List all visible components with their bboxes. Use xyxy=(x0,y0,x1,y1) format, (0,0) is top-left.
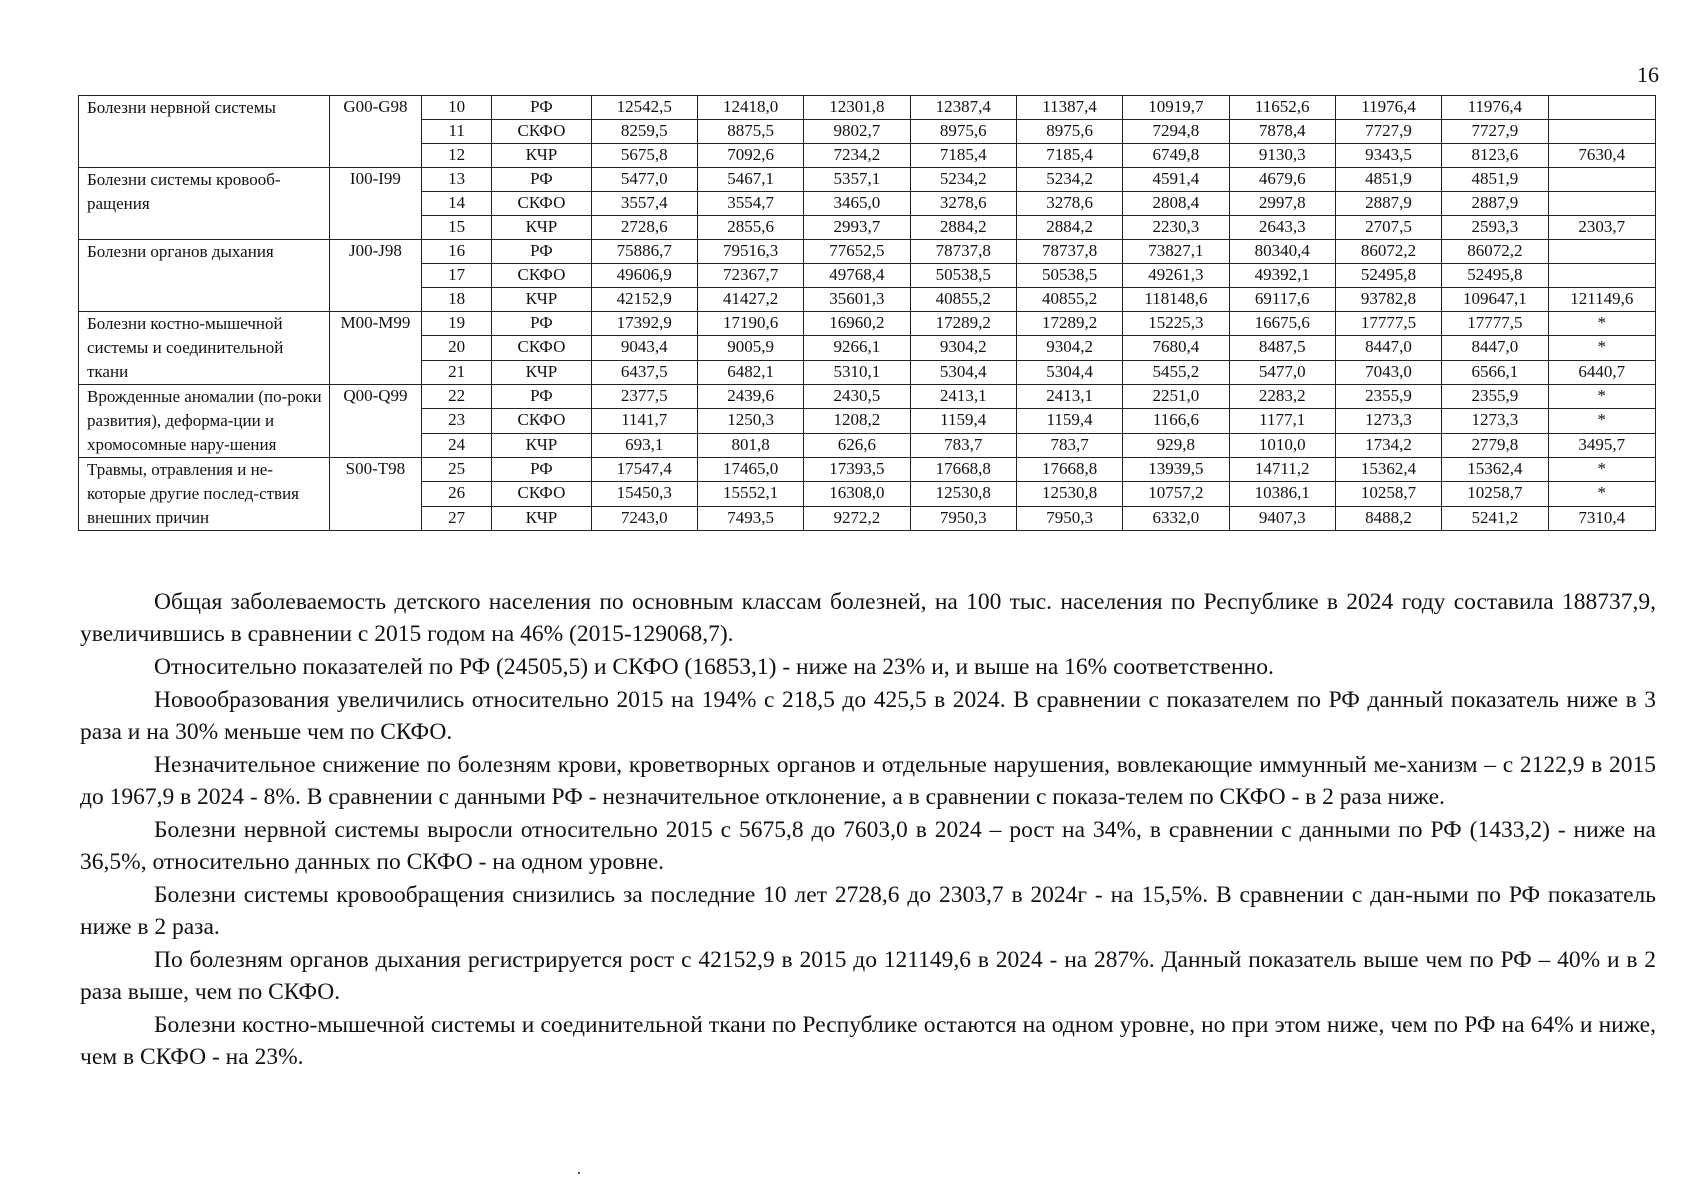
value-cell: 2884,2 xyxy=(1016,216,1122,240)
row-number-cell: 21 xyxy=(422,360,492,384)
table-row xyxy=(79,458,1656,482)
body-paragraph: Болезни системы кровообращения снизились за последние 10 лет 2728,6 до 2303,7 в 2024г - на 15,5%. В сравнении с дан-ными по РФ показатель ниже в 2 раза. xyxy=(80,882,1656,940)
value-cell: 49392,1 xyxy=(1229,264,1335,288)
value-cell: 10757,2 xyxy=(1123,482,1229,506)
region-cell: КЧР xyxy=(492,433,591,457)
value-cell: 73827,1 xyxy=(1123,240,1229,264)
value-cell: 11652,6 xyxy=(1229,96,1335,120)
value-cell: 2779,8 xyxy=(1442,433,1548,457)
value-cell: 8875,5 xyxy=(697,120,803,144)
table-row xyxy=(79,312,1656,336)
value-cell: 118148,6 xyxy=(1123,288,1229,312)
value-cell: 3465,0 xyxy=(804,192,910,216)
value-cell: 2413,1 xyxy=(1016,385,1122,409)
value-cell: 8975,6 xyxy=(910,120,1016,144)
value-cell: 50538,5 xyxy=(910,264,1016,288)
value-cell: 2643,3 xyxy=(1229,216,1335,240)
disease-class-cell: Болезни нервной системы xyxy=(79,96,330,168)
region-cell: РФ xyxy=(492,385,591,409)
region-cell: СКФО xyxy=(492,336,591,360)
value-cell: 17190,6 xyxy=(697,312,803,336)
disease-class-cell: Травмы, отравления и не-которые другие послед-ствия внешних причин xyxy=(79,458,330,531)
value-cell: 75886,7 xyxy=(591,240,697,264)
value-cell: 626,6 xyxy=(804,433,910,457)
value-cell: 8123,6 xyxy=(1442,144,1548,168)
value-cell xyxy=(1548,168,1655,192)
value-cell: 79516,3 xyxy=(697,240,803,264)
value-cell: 7878,4 xyxy=(1229,120,1335,144)
value-cell: 6332,0 xyxy=(1123,506,1229,530)
value-cell: 15552,1 xyxy=(697,482,803,506)
value-cell: 16675,6 xyxy=(1229,312,1335,336)
value-cell: 78737,8 xyxy=(1016,240,1122,264)
value-cell: 5357,1 xyxy=(804,168,910,192)
value-cell: 7243,0 xyxy=(591,506,697,530)
value-cell: 86072,2 xyxy=(1335,240,1441,264)
row-number-cell: 11 xyxy=(422,120,492,144)
value-cell: 3554,7 xyxy=(697,192,803,216)
value-cell: 8447,0 xyxy=(1335,336,1441,360)
value-cell: 17465,0 xyxy=(697,458,803,482)
region-cell: КЧР xyxy=(492,506,591,530)
region-cell: КЧР xyxy=(492,216,591,240)
value-cell: 52495,8 xyxy=(1335,264,1441,288)
value-cell: 3278,6 xyxy=(1016,192,1122,216)
value-cell: 2997,8 xyxy=(1229,192,1335,216)
value-cell: 10919,7 xyxy=(1123,96,1229,120)
value-cell: 9043,4 xyxy=(591,336,697,360)
row-number-cell: 17 xyxy=(422,264,492,288)
value-cell: * xyxy=(1548,312,1655,336)
value-cell: 7727,9 xyxy=(1335,120,1441,144)
row-number-cell: 26 xyxy=(422,482,492,506)
value-cell: 6482,1 xyxy=(697,360,803,384)
value-cell xyxy=(1548,120,1655,144)
value-cell: 783,7 xyxy=(1016,433,1122,457)
value-cell: 15362,4 xyxy=(1442,458,1548,482)
morbidity-table-container xyxy=(78,95,1656,531)
value-cell: 2887,9 xyxy=(1442,192,1548,216)
value-cell: 5675,8 xyxy=(591,144,697,168)
value-cell: 7727,9 xyxy=(1442,120,1548,144)
value-cell: 17668,8 xyxy=(910,458,1016,482)
value-cell: 69117,6 xyxy=(1229,288,1335,312)
value-cell: 929,8 xyxy=(1123,433,1229,457)
value-cell: 9343,5 xyxy=(1335,144,1441,168)
value-cell: 2303,7 xyxy=(1548,216,1655,240)
disease-class-cell: Болезни костно-мышечной системы и соединительной ткани xyxy=(79,312,330,385)
value-cell: 1159,4 xyxy=(1016,409,1122,433)
value-cell: 4851,9 xyxy=(1442,168,1548,192)
value-cell: 2593,3 xyxy=(1442,216,1548,240)
value-cell: 17547,4 xyxy=(591,458,697,482)
value-cell: 15362,4 xyxy=(1335,458,1441,482)
row-number-cell: 15 xyxy=(422,216,492,240)
value-cell: 1141,7 xyxy=(591,409,697,433)
value-cell: 49261,3 xyxy=(1123,264,1229,288)
region-cell: СКФО xyxy=(492,120,591,144)
value-cell: 10258,7 xyxy=(1335,482,1441,506)
value-cell: 5304,4 xyxy=(910,360,1016,384)
value-cell: 7680,4 xyxy=(1123,336,1229,360)
value-cell xyxy=(1548,240,1655,264)
value-cell: 2413,1 xyxy=(910,385,1016,409)
value-cell: 10386,1 xyxy=(1229,482,1335,506)
value-cell: 2728,6 xyxy=(591,216,697,240)
disease-class-cell: Болезни органов дыхания xyxy=(79,240,330,312)
value-cell xyxy=(1548,96,1655,120)
value-cell: 2230,3 xyxy=(1123,216,1229,240)
value-cell: 72367,7 xyxy=(697,264,803,288)
value-cell: 1273,3 xyxy=(1335,409,1441,433)
value-cell: 13939,5 xyxy=(1123,458,1229,482)
region-cell: КЧР xyxy=(492,288,591,312)
value-cell: 4591,4 xyxy=(1123,168,1229,192)
value-cell: 693,1 xyxy=(591,433,697,457)
value-cell: 49606,9 xyxy=(591,264,697,288)
value-cell: 8259,5 xyxy=(591,120,697,144)
value-cell: 7493,5 xyxy=(697,506,803,530)
value-cell: 8487,5 xyxy=(1229,336,1335,360)
icd-code-cell: Q00-Q99 xyxy=(329,385,421,458)
value-cell: 8975,6 xyxy=(1016,120,1122,144)
value-cell xyxy=(1548,264,1655,288)
region-cell: КЧР xyxy=(492,360,591,384)
value-cell: 17777,5 xyxy=(1442,312,1548,336)
row-number-cell: 24 xyxy=(422,433,492,457)
row-number-cell: 18 xyxy=(422,288,492,312)
value-cell: 9304,2 xyxy=(1016,336,1122,360)
value-cell: 17777,5 xyxy=(1335,312,1441,336)
value-cell: 5455,2 xyxy=(1123,360,1229,384)
value-cell: 2887,9 xyxy=(1335,192,1441,216)
row-number-cell: 23 xyxy=(422,409,492,433)
value-cell: 121149,6 xyxy=(1548,288,1655,312)
value-cell: 16960,2 xyxy=(804,312,910,336)
row-number-cell: 10 xyxy=(422,96,492,120)
disease-class-cell: Врожденные аномалии (по-роки развития), деформа-ции и хромосомные нару-шения xyxy=(79,385,330,458)
value-cell: 8488,2 xyxy=(1335,506,1441,530)
value-cell xyxy=(1548,192,1655,216)
table-row xyxy=(79,168,1656,192)
value-cell: 2707,5 xyxy=(1335,216,1441,240)
value-cell: 78737,8 xyxy=(910,240,1016,264)
value-cell: 11976,4 xyxy=(1335,96,1441,120)
region-cell: СКФО xyxy=(492,192,591,216)
morbidity-table xyxy=(78,95,1656,531)
value-cell: 2993,7 xyxy=(804,216,910,240)
value-cell: 3495,7 xyxy=(1548,433,1655,457)
page-number: 16 xyxy=(1637,62,1659,87)
value-cell: 14711,2 xyxy=(1229,458,1335,482)
value-cell: * xyxy=(1548,458,1655,482)
value-cell: 5477,0 xyxy=(591,168,697,192)
value-cell: 2377,5 xyxy=(591,385,697,409)
row-number-cell: 22 xyxy=(422,385,492,409)
row-number-cell: 13 xyxy=(422,168,492,192)
scan-speck xyxy=(578,1172,580,1174)
value-cell: 2808,4 xyxy=(1123,192,1229,216)
value-cell: 783,7 xyxy=(910,433,1016,457)
value-cell: 8447,0 xyxy=(1442,336,1548,360)
value-cell: 1734,2 xyxy=(1335,433,1441,457)
value-cell: 7310,4 xyxy=(1548,506,1655,530)
value-cell: 35601,3 xyxy=(804,288,910,312)
value-cell: 17392,9 xyxy=(591,312,697,336)
value-cell: 12542,5 xyxy=(591,96,697,120)
region-cell: РФ xyxy=(492,240,591,264)
region-cell: РФ xyxy=(492,96,591,120)
value-cell: 4679,6 xyxy=(1229,168,1335,192)
value-cell: 15225,3 xyxy=(1123,312,1229,336)
row-number-cell: 25 xyxy=(422,458,492,482)
value-cell: 9802,7 xyxy=(804,120,910,144)
value-cell: 12418,0 xyxy=(697,96,803,120)
body-paragraph: Незначительное снижение по болезням крови, кроветворных органов и отдельные нарушения, вовлекающие иммунный ме-ханизм – с 2122,9 в 2015 до 1967,9 в 2024 - 8%. В сравнении с данными РФ - незначительное отклонение, а в сравнении с показа-телем по СКФО - в 2 раза ниже. xyxy=(80,752,1656,810)
value-cell: * xyxy=(1548,482,1655,506)
value-cell: 42152,9 xyxy=(591,288,697,312)
table-row xyxy=(79,240,1656,264)
value-cell: 11976,4 xyxy=(1442,96,1548,120)
value-cell: 17289,2 xyxy=(910,312,1016,336)
value-cell: 9130,3 xyxy=(1229,144,1335,168)
body-paragraph: По болезням органов дыхания регистрируется рост с 42152,9 в 2015 до 121149,6 в 2024 - на 287%. Данный показатель выше чем по РФ – 40% и в 2 раза выше, чем по СКФО. xyxy=(80,947,1656,1005)
value-cell: 1159,4 xyxy=(910,409,1016,433)
region-cell: РФ xyxy=(492,312,591,336)
analysis-text xyxy=(80,586,1656,1074)
body-paragraph: Относительно показателей по РФ (24505,5) и СКФО (16853,1) - ниже на 23% и, и выше на 16% соответственно. xyxy=(154,654,1274,680)
value-cell: 17668,8 xyxy=(1016,458,1122,482)
value-cell: 86072,2 xyxy=(1442,240,1548,264)
value-cell: 7043,0 xyxy=(1335,360,1441,384)
value-cell: 11387,4 xyxy=(1016,96,1122,120)
value-cell: 7630,4 xyxy=(1548,144,1655,168)
value-cell: 6440,7 xyxy=(1548,360,1655,384)
value-cell: 1166,6 xyxy=(1123,409,1229,433)
value-cell: 5304,4 xyxy=(1016,360,1122,384)
value-cell: 801,8 xyxy=(697,433,803,457)
disease-class-cell: Болезни системы кровооб-ращения xyxy=(79,168,330,240)
value-cell: 3557,4 xyxy=(591,192,697,216)
value-cell: 9266,1 xyxy=(804,336,910,360)
row-number-cell: 20 xyxy=(422,336,492,360)
value-cell: 7185,4 xyxy=(1016,144,1122,168)
value-cell: 2855,6 xyxy=(697,216,803,240)
icd-code-cell: I00-I99 xyxy=(329,168,421,240)
value-cell: 6566,1 xyxy=(1442,360,1548,384)
body-paragraph: Новообразования увеличились относительно 2015 на 194% с 218,5 до 425,5 в 2024. В сравнении с показателем по РФ данный показатель ниже в 3 раза и на 30% меньше чем по СКФО. xyxy=(80,687,1656,745)
row-number-cell: 12 xyxy=(422,144,492,168)
value-cell: 9005,9 xyxy=(697,336,803,360)
value-cell: 1177,1 xyxy=(1229,409,1335,433)
value-cell: 17393,5 xyxy=(804,458,910,482)
value-cell: 3278,6 xyxy=(910,192,1016,216)
value-cell: 9407,3 xyxy=(1229,506,1335,530)
value-cell: 7185,4 xyxy=(910,144,1016,168)
value-cell: 5467,1 xyxy=(697,168,803,192)
value-cell: 12387,4 xyxy=(910,96,1016,120)
value-cell: 5234,2 xyxy=(910,168,1016,192)
region-cell: РФ xyxy=(492,458,591,482)
value-cell: 6437,5 xyxy=(591,360,697,384)
icd-code-cell: S00-T98 xyxy=(329,458,421,531)
value-cell: 40855,2 xyxy=(1016,288,1122,312)
value-cell: 49768,4 xyxy=(804,264,910,288)
value-cell: 12530,8 xyxy=(1016,482,1122,506)
body-paragraph: Болезни нервной системы выросли относительно 2015 с 5675,8 до 7603,0 в 2024 – рост на 34%, в сравнении с данными по РФ (1433,2) - ниже на 36,5%, относительно данных по СКФО - на одном уровне. xyxy=(80,817,1656,875)
value-cell: 5477,0 xyxy=(1229,360,1335,384)
value-cell: 2355,9 xyxy=(1442,385,1548,409)
value-cell: 7294,8 xyxy=(1123,120,1229,144)
row-number-cell: 14 xyxy=(422,192,492,216)
value-cell: 52495,8 xyxy=(1442,264,1548,288)
value-cell: 2884,2 xyxy=(910,216,1016,240)
value-cell: 80340,4 xyxy=(1229,240,1335,264)
body-paragraph: Болезни костно-мышечной системы и соединительной ткани по Республике остаются на одном уровне, но при этом ниже, чем по РФ на 64% и ниже, чем в СКФО - на 23%. xyxy=(80,1012,1656,1070)
value-cell: 1010,0 xyxy=(1229,433,1335,457)
value-cell: 2355,9 xyxy=(1335,385,1441,409)
value-cell: 2283,2 xyxy=(1229,385,1335,409)
value-cell: 16308,0 xyxy=(804,482,910,506)
value-cell: 10258,7 xyxy=(1442,482,1548,506)
value-cell: 41427,2 xyxy=(697,288,803,312)
region-cell: КЧР xyxy=(492,144,591,168)
value-cell: 7234,2 xyxy=(804,144,910,168)
value-cell: 1250,3 xyxy=(697,409,803,433)
value-cell: 5241,2 xyxy=(1442,506,1548,530)
region-cell: СКФО xyxy=(492,264,591,288)
icd-code-cell: G00-G98 xyxy=(329,96,421,168)
value-cell: * xyxy=(1548,385,1655,409)
value-cell: 9272,2 xyxy=(804,506,910,530)
value-cell: 7092,6 xyxy=(697,144,803,168)
body-paragraph: Общая заболеваемость детского населения по основным классам болезней, на 100 тыс. населения по Республике в 2024 году составила 188737,9, увеличившись в сравнении с 2015 годом на 46% (2015-129068,7). xyxy=(80,589,1656,647)
region-cell: СКФО xyxy=(492,482,591,506)
value-cell: 1208,2 xyxy=(804,409,910,433)
value-cell: 93782,8 xyxy=(1335,288,1441,312)
region-cell: СКФО xyxy=(492,409,591,433)
value-cell: 5310,1 xyxy=(804,360,910,384)
value-cell: 5234,2 xyxy=(1016,168,1122,192)
value-cell: 6749,8 xyxy=(1123,144,1229,168)
value-cell: 9304,2 xyxy=(910,336,1016,360)
value-cell: 15450,3 xyxy=(591,482,697,506)
value-cell: 12530,8 xyxy=(910,482,1016,506)
value-cell: 2251,0 xyxy=(1123,385,1229,409)
value-cell: 77652,5 xyxy=(804,240,910,264)
icd-code-cell: M00-M99 xyxy=(329,312,421,385)
value-cell: 12301,8 xyxy=(804,96,910,120)
table-row xyxy=(79,96,1656,120)
icd-code-cell: J00-J98 xyxy=(329,240,421,312)
value-cell: 1273,3 xyxy=(1442,409,1548,433)
value-cell: 2439,6 xyxy=(697,385,803,409)
value-cell: 7950,3 xyxy=(910,506,1016,530)
row-number-cell: 19 xyxy=(422,312,492,336)
value-cell: 7950,3 xyxy=(1016,506,1122,530)
value-cell: 17289,2 xyxy=(1016,312,1122,336)
row-number-cell: 16 xyxy=(422,240,492,264)
value-cell: 40855,2 xyxy=(910,288,1016,312)
region-cell: РФ xyxy=(492,168,591,192)
row-number-cell: 27 xyxy=(422,506,492,530)
value-cell: * xyxy=(1548,409,1655,433)
value-cell: 109647,1 xyxy=(1442,288,1548,312)
value-cell: 4851,9 xyxy=(1335,168,1441,192)
value-cell: 50538,5 xyxy=(1016,264,1122,288)
value-cell: * xyxy=(1548,336,1655,360)
value-cell: 2430,5 xyxy=(804,385,910,409)
table-row xyxy=(79,385,1656,409)
